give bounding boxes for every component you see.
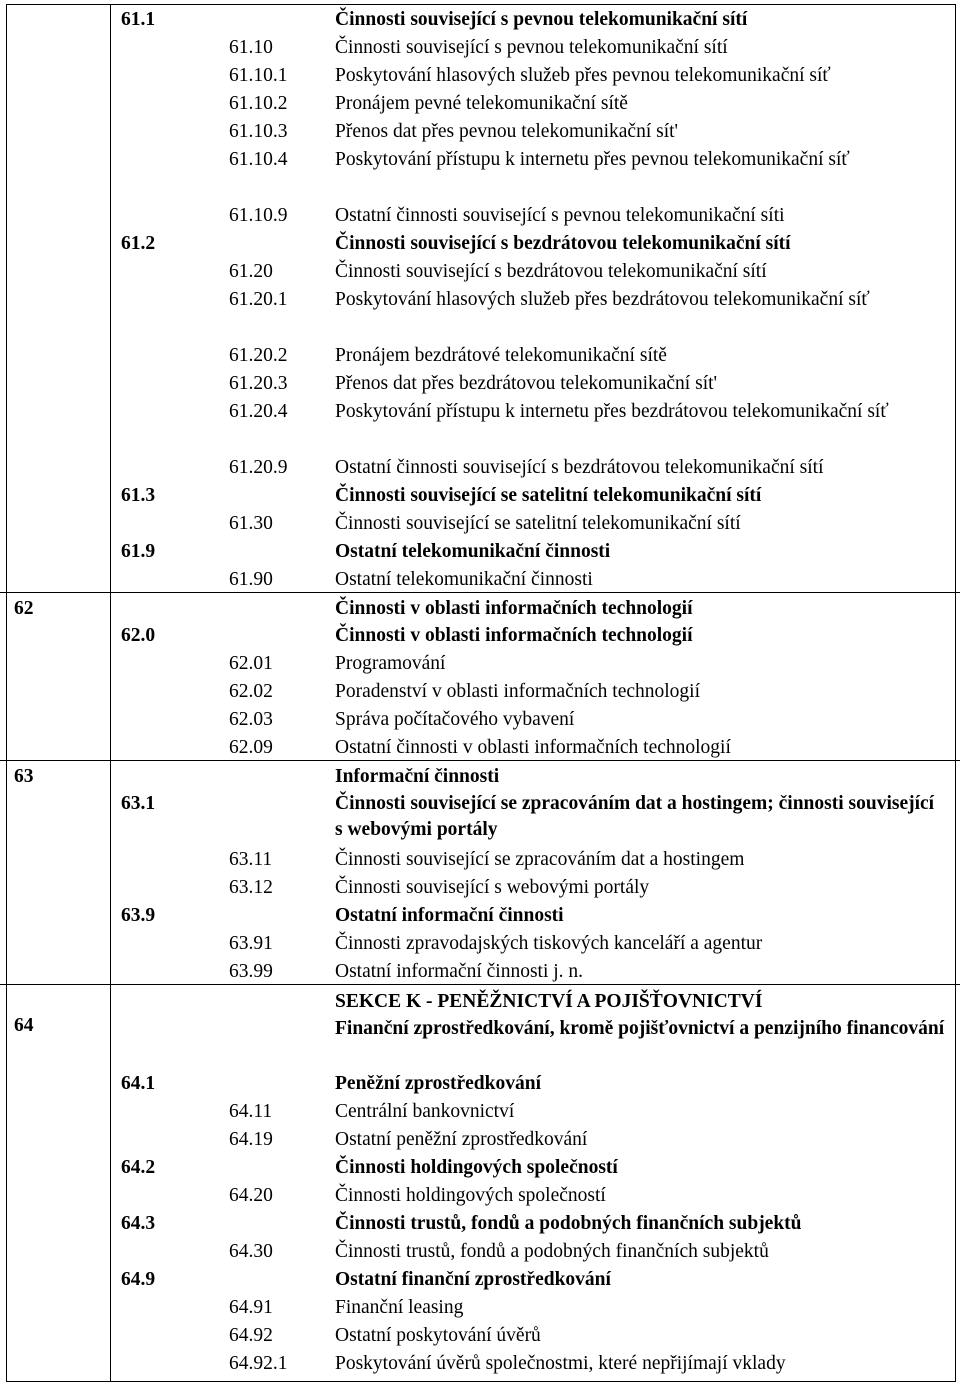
table-row bbox=[0, 4, 960, 33]
class-code: 61.10.1 bbox=[229, 65, 288, 86]
table-row bbox=[0, 1320, 960, 1349]
class-code: 61.20 bbox=[229, 261, 273, 282]
group-code: 64.1 bbox=[121, 1073, 156, 1094]
class-code: 61.20.3 bbox=[229, 373, 288, 394]
table-row bbox=[0, 1236, 960, 1265]
activity-description: Pronájem pevné telekomunikační sítě bbox=[335, 93, 628, 114]
table-row bbox=[0, 648, 960, 677]
class-code: 61.10.2 bbox=[229, 93, 288, 114]
table-row bbox=[0, 284, 960, 341]
activity-description: Ostatní činnosti související s pevnou telekomunikační síti bbox=[335, 205, 785, 226]
activity-description: Činnosti související se satelitní telekomunikační sítí bbox=[335, 513, 741, 534]
group-code: 61.2 bbox=[121, 233, 156, 254]
activity-description: Přenos dat přes pevnou telekomunikační sít' bbox=[335, 121, 679, 142]
table-row bbox=[0, 760, 960, 790]
activity-description: Činnosti související s pevnou telekomunikační sítí bbox=[335, 37, 728, 58]
group-code: 64.2 bbox=[121, 1157, 156, 1178]
activity-description: Finanční leasing bbox=[335, 1297, 464, 1318]
activity-description: Činnosti související s pevnou telekomunikační sítí bbox=[335, 9, 748, 30]
activity-description: Poskytování přístupu k internetu přes pevnou telekomunikační síť bbox=[335, 149, 850, 170]
activity-description: Programování bbox=[335, 653, 446, 674]
table-row bbox=[0, 88, 960, 117]
class-code: 64.20 bbox=[229, 1185, 273, 1206]
table-row bbox=[0, 536, 960, 565]
class-code: 61.90 bbox=[229, 569, 273, 590]
activity-description: Poskytování hlasových služeb přes pevnou telekomunikační síť bbox=[335, 65, 831, 86]
table-row bbox=[0, 368, 960, 397]
table-row bbox=[0, 396, 960, 453]
table-row bbox=[0, 508, 960, 537]
group-code: 63.1 bbox=[121, 793, 156, 814]
class-code: 64.92.1 bbox=[229, 1353, 288, 1374]
table-row bbox=[0, 1264, 960, 1293]
table-row bbox=[0, 144, 960, 201]
class-code: 64.30 bbox=[229, 1241, 273, 1262]
activity-description: Správa počítačového vybavení bbox=[335, 709, 575, 730]
activity-description: Činnosti holdingových společností bbox=[335, 1185, 606, 1206]
class-code: 62.09 bbox=[229, 737, 273, 758]
table-row bbox=[0, 480, 960, 509]
table-row bbox=[0, 1152, 960, 1181]
table-row bbox=[0, 1096, 960, 1125]
table-row bbox=[0, 844, 960, 873]
activity-description: Činnosti související se satelitní telekomunikační sítí bbox=[335, 485, 762, 506]
table-row bbox=[0, 32, 960, 61]
group-code: 61.1 bbox=[121, 9, 156, 30]
division-code: 62 bbox=[14, 598, 34, 619]
class-code: 62.02 bbox=[229, 681, 273, 702]
activity-description: Činnosti v oblasti informačních technologií bbox=[335, 625, 693, 646]
activity-description: Činnosti související se zpracováním dat a hostingem bbox=[335, 849, 745, 870]
class-code: 61.10 bbox=[229, 37, 273, 58]
activity-description: Činnosti související s bezdrátovou telekomunikační sítí bbox=[335, 233, 791, 254]
class-code: 64.91 bbox=[229, 1297, 273, 1318]
table-row bbox=[0, 200, 960, 229]
activity-description: Činnosti související s bezdrátovou telekomunikační sítí bbox=[335, 261, 767, 282]
class-code: 64.19 bbox=[229, 1129, 273, 1150]
activity-description: Peněžní zprostředkování bbox=[335, 1073, 542, 1094]
activity-description: Poradenství v oblasti informačních technologií bbox=[335, 681, 701, 702]
class-code: 62.01 bbox=[229, 653, 273, 674]
activity-description: Poskytování přístupu k internetu přes bezdrátovou telekomunikační síť bbox=[335, 401, 889, 422]
activity-description: Činnosti holdingových společností bbox=[335, 1157, 618, 1178]
class-code: 63.11 bbox=[229, 849, 273, 870]
table-row bbox=[0, 900, 960, 929]
activity-description: Ostatní poskytování úvěrů bbox=[335, 1325, 541, 1346]
activity-description: Ostatní peněžní zprostředkování bbox=[335, 1129, 588, 1150]
activity-description: Činnosti související s webovými portály bbox=[335, 877, 650, 898]
table-row bbox=[0, 872, 960, 901]
activity-description: Poskytování úvěrů společnostmi, které nepřijímají vklady bbox=[335, 1353, 786, 1374]
activity-description: Ostatní telekomunikační činnosti bbox=[335, 541, 611, 562]
table-row bbox=[0, 676, 960, 705]
activity-description: Ostatní telekomunikační činnosti bbox=[335, 569, 593, 590]
class-code: 64.92 bbox=[229, 1325, 273, 1346]
class-code: 61.10.4 bbox=[229, 149, 288, 170]
class-code: 61.20.2 bbox=[229, 345, 288, 366]
table-row bbox=[0, 256, 960, 285]
activity-description: Ostatní finanční zprostředkování bbox=[335, 1269, 611, 1290]
activity-description: Činnosti v oblasti informačních technologií bbox=[335, 598, 693, 619]
activity-description: Ostatní činnosti související s bezdrátovou telekomunikační sítí bbox=[335, 457, 824, 478]
table-row bbox=[0, 60, 960, 89]
table-row bbox=[0, 1180, 960, 1209]
class-code: 61.20.9 bbox=[229, 457, 288, 478]
class-code: 61.10.9 bbox=[229, 205, 288, 226]
table-row bbox=[0, 928, 960, 957]
table-row bbox=[0, 452, 960, 481]
table-row bbox=[0, 620, 960, 649]
table-row bbox=[0, 788, 960, 845]
group-code: 62.0 bbox=[121, 625, 156, 646]
table-row bbox=[0, 1348, 960, 1377]
activity-description: Činnosti související se zpracováním dat a hostingem; činnosti související s webovými portály bbox=[335, 793, 935, 840]
class-code: 62.03 bbox=[229, 709, 273, 730]
class-code: 61.30 bbox=[229, 513, 273, 534]
activity-description: Centrální bankovnictví bbox=[335, 1101, 515, 1122]
class-code: 64.11 bbox=[229, 1101, 273, 1122]
activity-description: Činnosti trustů, fondů a podobných finančních subjektů bbox=[335, 1241, 769, 1262]
group-code: 63.9 bbox=[121, 905, 156, 926]
table-row bbox=[0, 1292, 960, 1321]
activity-description: Informační činnosti bbox=[335, 766, 500, 787]
table-row bbox=[0, 116, 960, 145]
class-code: 63.12 bbox=[229, 877, 273, 898]
table-row bbox=[0, 956, 960, 985]
activity-description: Činnosti zpravodajských tiskových kanceláří a agentur bbox=[335, 933, 763, 954]
group-code: 64.3 bbox=[121, 1213, 156, 1234]
class-code: 61.10.3 bbox=[229, 121, 288, 142]
class-code: 63.91 bbox=[229, 933, 273, 954]
group-code: 64.9 bbox=[121, 1269, 156, 1290]
table-row bbox=[0, 228, 960, 257]
section-heading: SEKCE K - PENĚŽNICTVÍ A POJIŠŤOVNICTVÍ bbox=[335, 991, 763, 1012]
class-code: 61.20.1 bbox=[229, 289, 288, 310]
group-code: 61.9 bbox=[121, 541, 156, 562]
activity-description: Přenos dat přes bezdrátovou telekomunikační sít' bbox=[335, 373, 718, 394]
division-code: 63 bbox=[14, 766, 34, 787]
table-row bbox=[0, 592, 960, 622]
activity-description: Poskytování hlasových služeb přes bezdrátovou telekomunikační síť bbox=[335, 289, 870, 310]
activity-description: Ostatní informační činnosti j. n. bbox=[335, 961, 584, 982]
table-row bbox=[0, 704, 960, 733]
class-code: 63.99 bbox=[229, 961, 273, 982]
group-code: 61.3 bbox=[121, 485, 156, 506]
division-code: 64 bbox=[14, 1015, 34, 1036]
table-row bbox=[0, 340, 960, 369]
section-row bbox=[0, 984, 960, 1069]
class-code: 61.20.4 bbox=[229, 401, 288, 422]
activity-description: Finanční zprostředkování, kromě pojišťovnictví a penzijního financování bbox=[335, 1018, 945, 1039]
table-row bbox=[0, 1208, 960, 1237]
table-row bbox=[0, 564, 960, 593]
activity-description: Ostatní informační činnosti bbox=[335, 905, 564, 926]
activity-description: Činnosti trustů, fondů a podobných finančních subjektů bbox=[335, 1213, 802, 1234]
table-row bbox=[0, 732, 960, 761]
activity-description: Ostatní činnosti v oblasti informačních technologií bbox=[335, 737, 731, 758]
activity-description: Pronájem bezdrátové telekomunikační sítě bbox=[335, 345, 667, 366]
table-row bbox=[0, 1068, 960, 1097]
table-row bbox=[0, 1124, 960, 1153]
